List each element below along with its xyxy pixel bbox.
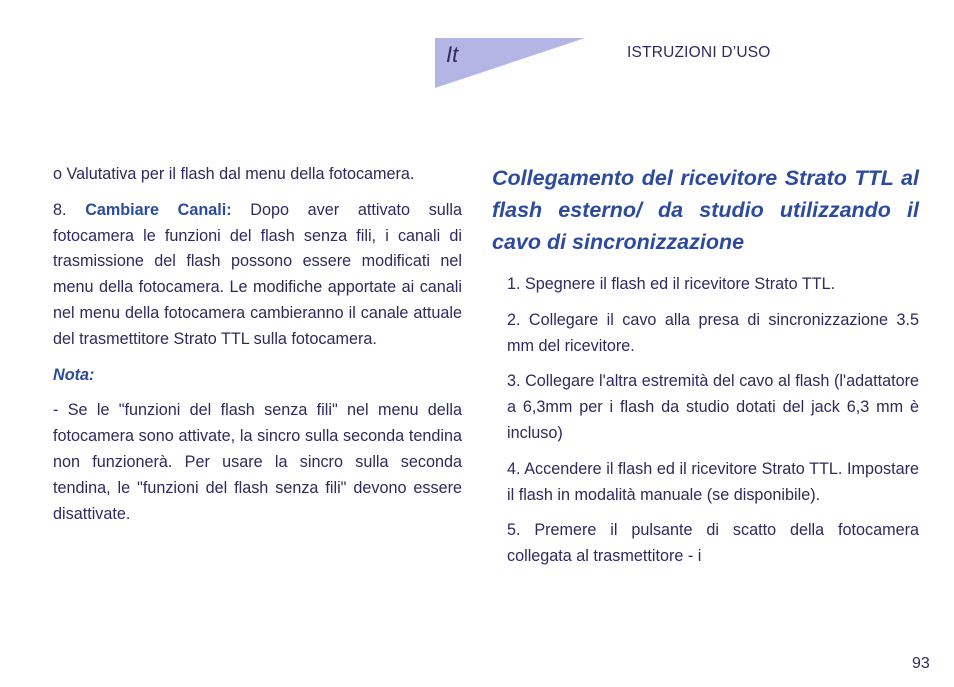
left-column	[53, 162, 462, 537]
header-title: ISTRUZIONI D’USO	[627, 44, 771, 61]
section-heading: Collegamento del ricevitore Strato TTL al flash esterno/ da studio utilizzando il cavo di sincronizzazione	[492, 166, 919, 254]
step-1: 1. Spegnere il flash ed il ricevitore Strato TTL.	[507, 275, 836, 293]
paragraph-nota: - Se le "funzioni del flash senza fili" nel menu della fotocamera sono attivate, la sincro sulla seconda tendina non funzionerà. Per usare la sincro sulla seconda tendina, le "funzioni del flash senza fili" devono essere disattivate.	[53, 401, 462, 523]
right-column	[492, 162, 919, 580]
item-number: 8.	[53, 200, 86, 219]
step-5: 5. Premere il pulsante di scatto della fotocamera collegata al trasmettitore - i	[507, 521, 919, 566]
step-3: 3. Collegare l'altra estremità del cavo al flash (l'adattatore a 6,3mm per i flash da studio dotati del jack 6,3 mm è incluso)	[507, 372, 919, 442]
cambiare-canali-label: Cambiare Canali:	[85, 200, 232, 219]
step-4: 4. Accendere il flash ed il ricevitore Strato TTL. Impostare il flash in modalità manuale (se disponibile).	[507, 459, 919, 504]
language-label: It	[446, 42, 459, 67]
paragraph-cambiare-canali	[53, 198, 462, 353]
step-2: 2. Collegare il cavo alla presa di sincronizzazione 3.5 mm del ricevitore.	[507, 310, 919, 355]
paragraph-valutativa: o Valutativa per il flash dal menu della fotocamera.	[53, 165, 415, 183]
cambiare-canali-text: Dopo aver attivato sulla fotocamera le funzioni del flash senza fili, i canali di trasmissione del flash possono essere modificati nel menu della fotocamera. Le modifiche apportate ai canali nel menu della fotocamera cambieranno il canale attuale del trasmettitore Strato TTL sulla fotocamera.	[53, 200, 463, 348]
nota-heading: Nota:	[53, 365, 95, 384]
page-number: 93	[912, 655, 930, 672]
